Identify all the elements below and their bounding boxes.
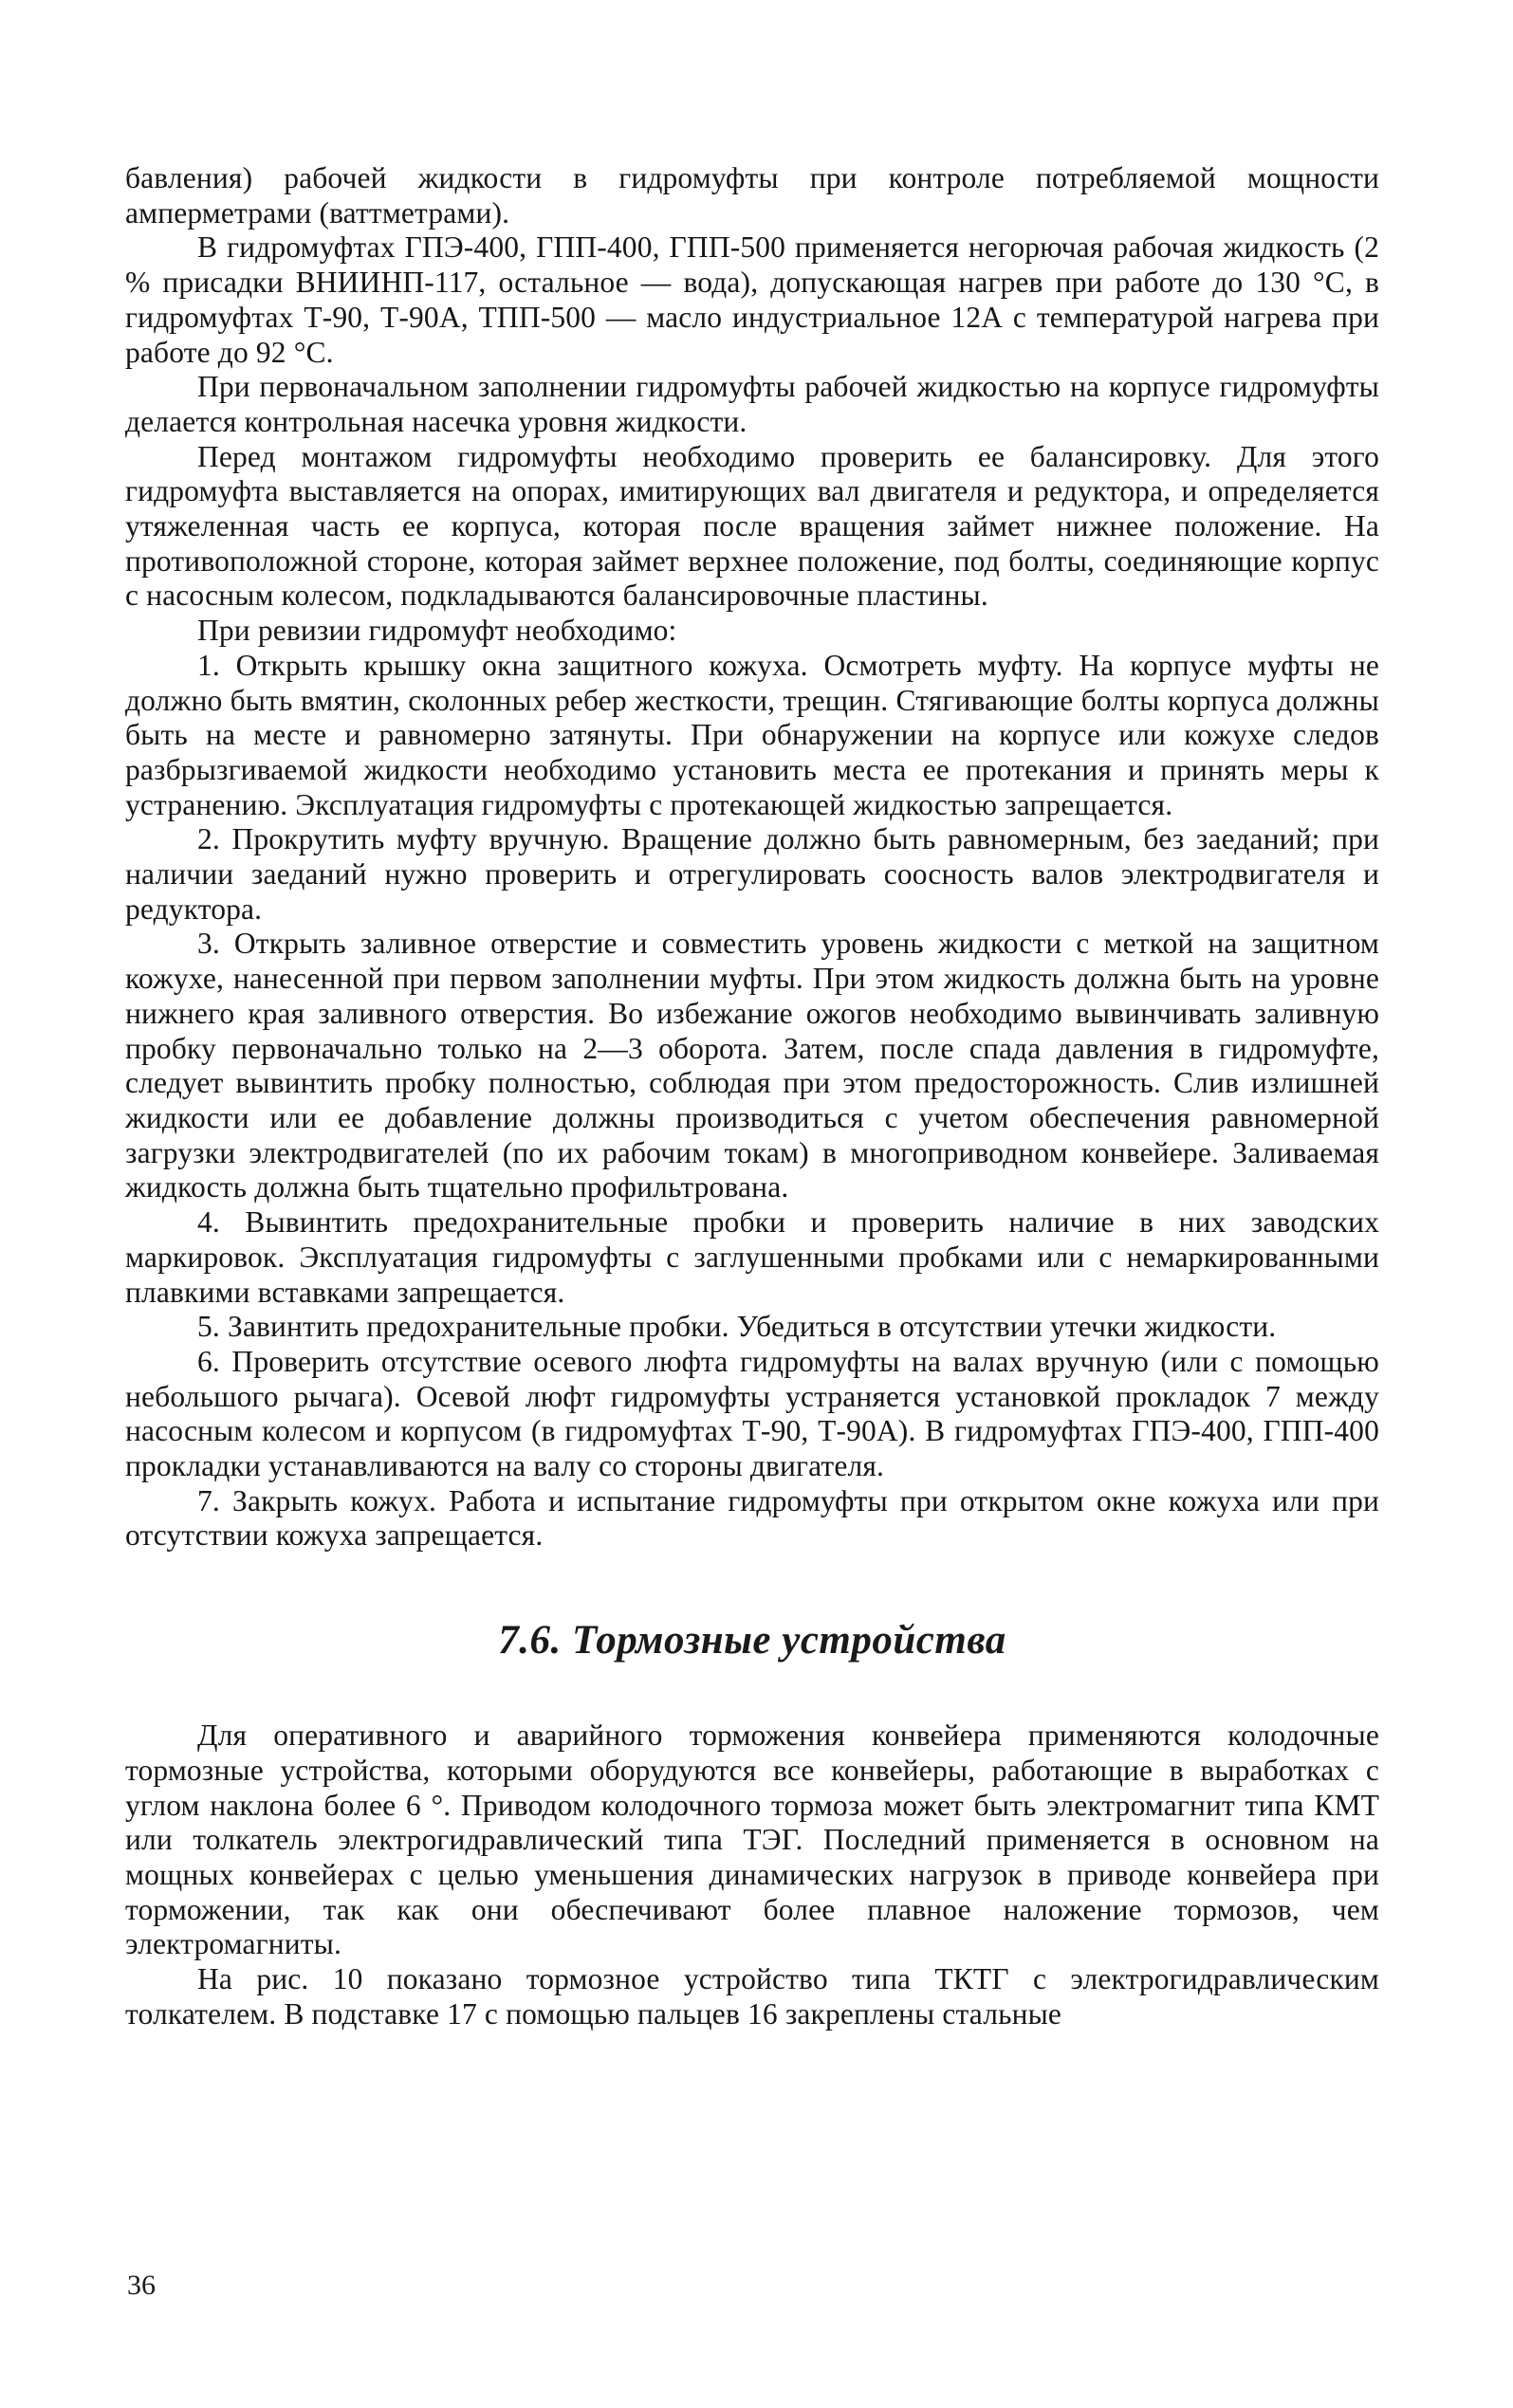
paragraph: При ревизии гидромуфт необходимо: xyxy=(197,614,677,648)
paragraph: бавления) рабочей жидкости в гидромуфты при контроле потребляемой мощности амперметрами (ваттметрами). xyxy=(125,161,1379,230)
list-item: 3. Открыть заливное отверстие и совместить уровень жидкости с меткой на защитном кожухе, нанесенной при первом заполнении муфты. При этом жидкость должна быть на уровне нижнего края заливного отверстия. Во избежание ожогов необходимо вывинчивать заливную пробку первоначально только на 2—3 оборота. Затем, после спада давления в гидромуфте, следует вывинтить пробку полностью, соблюдая при этом предосторожность. Слив излишней жидкости или ее добавление должны производиться с учетом обеспечения равномерной загрузки электродвигателей (по их рабочим токам) в многоприводном конвейере. Заливаемая жидкость должна быть тщательно профильтрована. xyxy=(125,927,1379,1204)
paragraph: Для оперативного и аварийного торможения конвейера применяются колодочные тормозные устройства, которыми оборудуются все конвейеры, работающие в выработках с углом наклона более 6 °. Приводом колодочного тормоза может быть электромагнит типа КМТ или толкатель электрогидравлический типа ТЭГ. Последний применяется в основном на мощных конвейерах с целью уменьшения динамических нагрузок в приводе конвейера при торможении, так как они обеспечивают более плавное наложение тормозов, чем электромагниты. xyxy=(125,1719,1379,1961)
list-item: 2. Прокрутить муфту вручную. Вращение должно быть равномерным, без заеданий; при наличии заеданий нужно проверить и отрегулировать соосность валов электродвигателя и редуктора. xyxy=(125,822,1379,926)
paragraph: Перед монтажом гидромуфты необходимо проверить ее балансировку. Для этого гидромуфта выставляется на опорах, имитирующих вал двигателя и редуктора, и определяется утяжеленная часть ее корпуса, которая после вращения займет нижнее положение. На противоположной стороне, которая займет верхнее положение, под болты, соединяющие корпус с насосным колесом, подкладываются балансировочные пластины. xyxy=(125,439,1379,613)
section-heading: 7.6. Тормозные устройства xyxy=(498,1618,1006,1664)
paragraph: В гидромуфтах ГПЭ-400, ГПП-400, ГПП-500 применяется негорючая рабочая жидкость (2 % присадки ВНИИНП-117, остальное — вода), допускающая нагрев при работе до 130 °С, в гидромуфтах Т-90, Т-90А, ТПП-500 — масло индустриальное 12А с температурой нагрева при работе до 92 °С. xyxy=(125,230,1379,369)
list-item: 5. Завинтить предохранительные пробки. Убедиться в отсутствии утечки жидкости. xyxy=(197,1310,1277,1344)
paragraph: На рис. 10 показано тормозное устройство типа ТКТГ с электрогидравлическим толкателем. В подставке 17 с помощью пальцев 16 закреплены стальные xyxy=(125,1962,1379,2031)
list-item: 6. Проверить отсутствие осевого люфта гидромуфты на валах вручную (или с помощью небольшого рычага). Осевой люфт гидромуфты устраняется установкой прокладок 7 между насосным колесом и корпусом (в гидромуфтах Т-90, Т-90А). В гидромуфтах ГПЭ-400, ГПП-400 прокладки устанавливаются на валу со стороны двигателя. xyxy=(125,1344,1379,1483)
list-item: 1. Открыть крышку окна защитного кожуха. Осмотреть муфту. На корпусе муфты не должно быть вмятин, сколонных ребер жесткости, трещин. Стягивающие болты корпуса должны быть на месте и равномерно затянуты. При обнаружении на корпусе или кожухе следов разбрызгиваемой жидкости необходимо установить места ее протекания и принять меры к устранению. Эксплуатация гидромуфты с протекающей жидкостью запрещается. xyxy=(125,648,1379,821)
list-item: 7. Закрыть кожух. Работа и испытание гидромуфты при открытом окне кожуха или при отсутствии кожуха запрещается. xyxy=(125,1483,1379,1553)
page-number: 36 xyxy=(127,2270,156,2301)
paragraph: При первоначальном заполнении гидромуфты рабочей жидкостью на корпусе гидромуфты делается контрольная насечка уровня жидкости. xyxy=(125,370,1379,438)
list-item: 4. Вывинтить предохранительные пробки и проверить наличие в них заводских маркировок. Эксплуатация гидромуфты с заглушенными пробками или с немаркированными плавкими вставками запрещается. xyxy=(125,1205,1379,1309)
page-body xyxy=(125,161,1379,2031)
